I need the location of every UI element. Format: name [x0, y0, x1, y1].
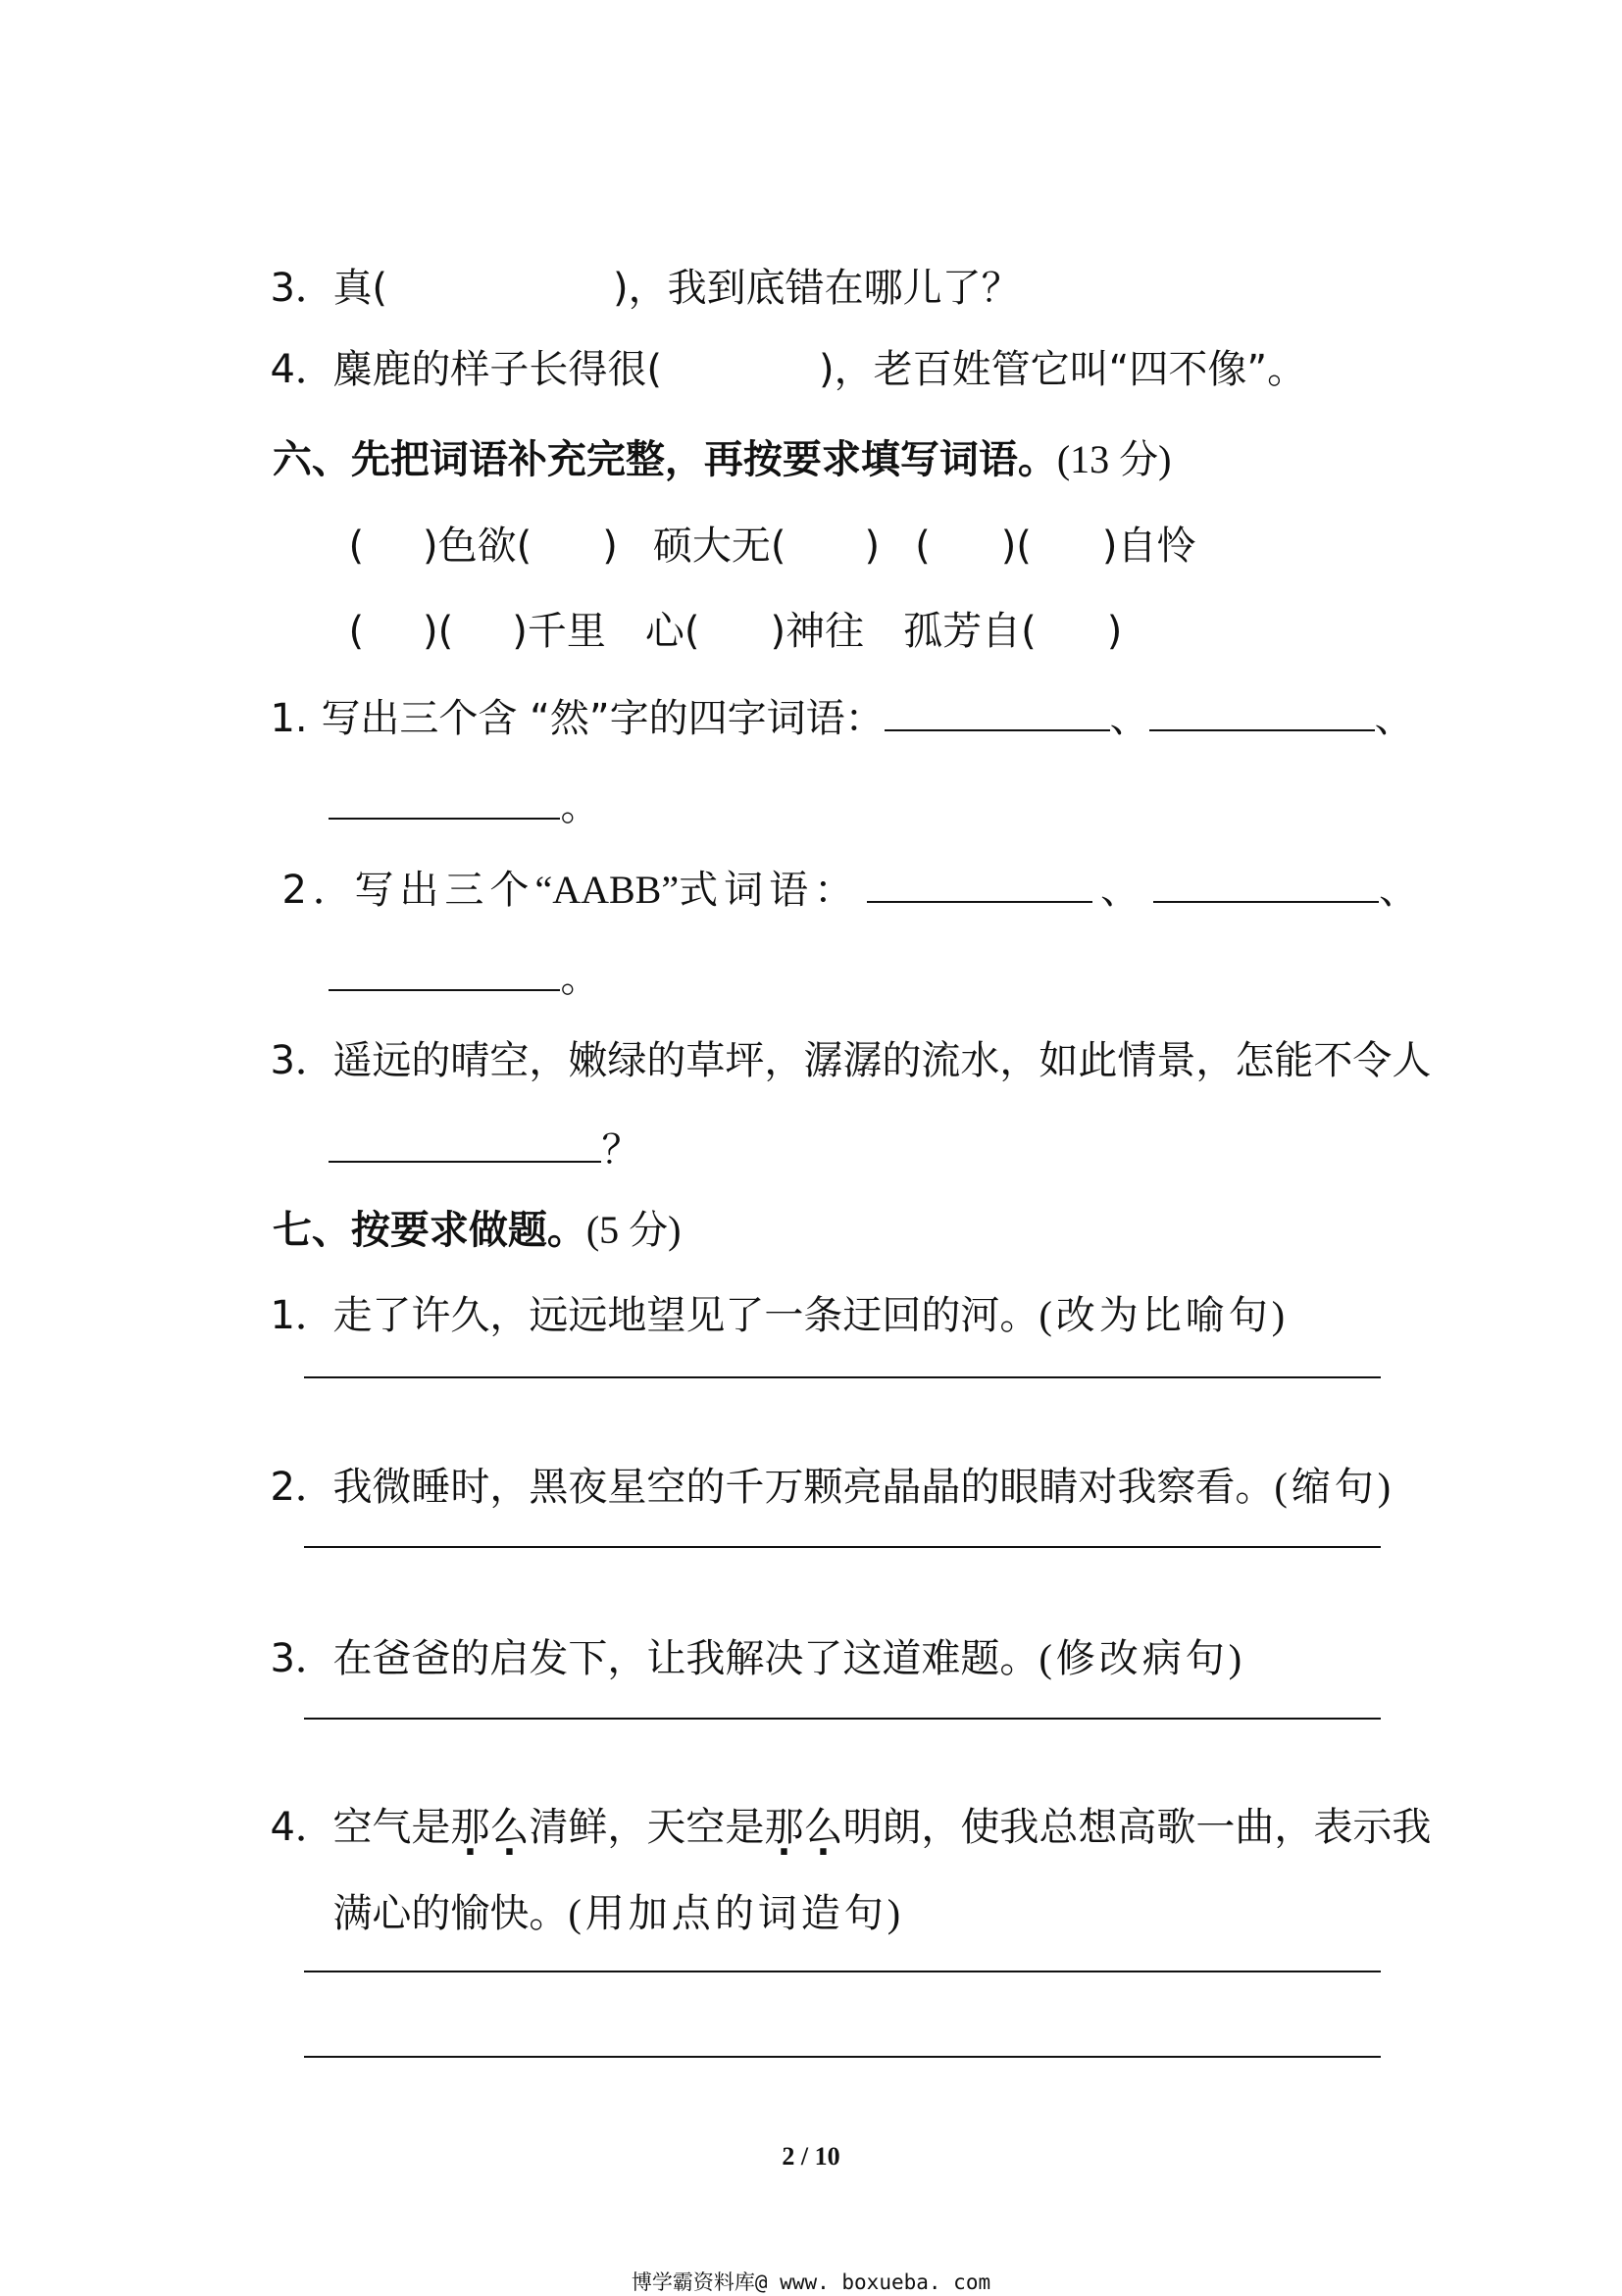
section-6-q2-blank-2[interactable]: [1153, 866, 1379, 903]
section-6-q2-pattern: “AABB”: [534, 868, 680, 912]
section-6-q1-end: 。: [560, 784, 600, 829]
section-6-q2-number: 2．: [281, 868, 358, 913]
word-row1-part-6: (: [915, 524, 931, 569]
q5-item-4-post: )，老百姓管它叫“四不像”。: [819, 347, 1307, 392]
word-row1-part-8: )自怜: [1101, 524, 1196, 569]
section-7-q1-text: 走了许久，远远地望见了一条迂回的河。: [332, 1293, 1039, 1338]
section-7-q4-cont: [308, 1843, 904, 1937]
section-7-q3-answer-line[interactable]: [304, 1718, 1381, 1720]
word-row1-part-5: ): [864, 524, 881, 569]
section-7-q2-number: 2．: [270, 1465, 334, 1510]
section-7-q4-line2: 满心的愉快。: [332, 1891, 569, 1936]
section-7-q4-dotted-1: 那: [450, 1805, 490, 1850]
word-row2-part-5: )神往: [770, 609, 865, 654]
section-7-q2: [245, 1417, 1394, 1511]
section-6-q2-sep-1: 、: [1100, 868, 1146, 913]
section-7-q4: [245, 1757, 1431, 1851]
q5-item-4-pre: 麋鹿的样子长得很(: [332, 347, 663, 392]
section-6-q1-text: 写出三个含 “然”字的四字词语：: [321, 696, 885, 741]
word-row1-part-4: 硕大无(: [652, 524, 786, 569]
page-number: 2 / 10: [782, 2142, 840, 2171]
q5-item-3: [245, 218, 1021, 312]
word-row2-part-4: 心(: [644, 609, 700, 654]
section-7-title: 七、按要求做题。: [272, 1208, 586, 1253]
section-7-q1-answer-line[interactable]: [304, 1376, 1381, 1378]
section-6-title: 六、先把词语补充完整，再按要求填写词语。: [272, 437, 1057, 482]
section-6-q1: [245, 647, 1414, 742]
section-6-q2-post: 式词语：: [679, 868, 860, 913]
section-7-q4-number: 4．: [270, 1805, 334, 1850]
section-7-q4-part-c: 明朗，使我总想高歌一曲，表示我: [842, 1805, 1432, 1850]
section-6-q2-sep-2: 、: [1379, 868, 1425, 913]
section-7-q4-dotted-4: 么: [803, 1805, 843, 1850]
section-6-q3-number: 3．: [270, 1038, 334, 1083]
q5-item-4-number: 4．: [270, 347, 334, 392]
section-7-q1-hint: (改为比喻句): [1039, 1293, 1290, 1337]
q5-item-3-pre: 真(: [332, 266, 388, 311]
word-row1-part-3: ): [602, 524, 618, 569]
word-row2-part-7: ): [1106, 609, 1123, 654]
q5-item-3-number: 3．: [270, 266, 334, 311]
section-7-q4-part-b: 清鲜，天空是: [529, 1805, 765, 1850]
section-6-q1-cont: [304, 735, 599, 830]
section-6-q3: [245, 990, 1431, 1084]
section-6-word-row-1: [324, 475, 1196, 570]
section-7-q4-dotted-2: 么: [489, 1805, 530, 1850]
section-7-q2-text: 我微睡时，黑夜星空的千万颗亮晶晶的眼睛对我察看。: [332, 1465, 1275, 1510]
section-6-q2-cont: [304, 907, 599, 1002]
section-7-q2-hint: (缩句): [1274, 1465, 1395, 1509]
section-6-word-row-2: [324, 561, 1122, 655]
word-row2-part-2: )(: [423, 609, 454, 654]
section-6-q3-text: 遥远的晴空，嫩绿的草坪，潺潺的流水，如此情景，怎能不令人: [332, 1038, 1432, 1083]
section-6-q2: [245, 819, 1424, 914]
section-6-q3-blank[interactable]: [329, 1125, 601, 1163]
section-6-q1-blank-3[interactable]: [329, 782, 560, 820]
word-row2-part-6: 孤芳自(: [903, 609, 1037, 654]
section-6-q3-end: ？: [601, 1127, 641, 1173]
section-6-heading: [245, 389, 1172, 483]
word-row1-part-2: )色欲(: [423, 524, 532, 569]
word-row2-part-1: (: [348, 609, 365, 654]
section-6-q1-sep-1: 、: [1109, 696, 1149, 741]
section-7-q4-answer-line-1[interactable]: [304, 1971, 1381, 1972]
section-7-q4-hint: (用加点的词造句): [568, 1891, 905, 1935]
section-6-q2-pre: 写出三个: [354, 868, 535, 913]
section-6-q1-sep-2: 、: [1374, 696, 1414, 741]
section-7-q3: [245, 1588, 1245, 1682]
word-row1-part-7: )(: [1000, 524, 1032, 569]
section-7-q3-text: 在爸爸的启发下，让我解决了这道难题。: [332, 1636, 1039, 1681]
section-7-q3-hint: (修改病句): [1039, 1636, 1246, 1680]
section-7-q1: [245, 1245, 1289, 1339]
section-7-q1-number: 1．: [270, 1293, 334, 1338]
section-7-q3-number: 3．: [270, 1636, 334, 1681]
section-6-q2-end: 。: [560, 956, 600, 1001]
word-row1-part-1: (: [348, 524, 365, 569]
section-6-q1-number: 1.: [270, 696, 308, 741]
section-7-q4-part-a: 空气是: [332, 1805, 451, 1850]
section-7-score: (5 分): [585, 1208, 682, 1252]
word-row2-part-3: )千里: [512, 609, 606, 654]
section-7-q4-dotted-3: 那: [764, 1805, 804, 1850]
section-6-q1-blank-2[interactable]: [1149, 694, 1375, 731]
section-6-q2-blank-3[interactable]: [329, 954, 560, 991]
section-7-q4-answer-line-2[interactable]: [304, 2056, 1381, 2058]
footer-watermark: 博学霸资料库@ www. boxueba. com: [631, 2271, 991, 2294]
section-6-score: (13 分): [1056, 437, 1172, 481]
q5-item-3-post: )，我到底错在哪儿了？: [613, 266, 1021, 311]
section-6-q2-blank-1[interactable]: [867, 866, 1092, 903]
q5-item-4: [245, 299, 1306, 393]
section-7-heading: [245, 1160, 682, 1254]
section-6-q1-blank-1[interactable]: [885, 694, 1110, 731]
section-7-q2-answer-line[interactable]: [304, 1546, 1381, 1548]
